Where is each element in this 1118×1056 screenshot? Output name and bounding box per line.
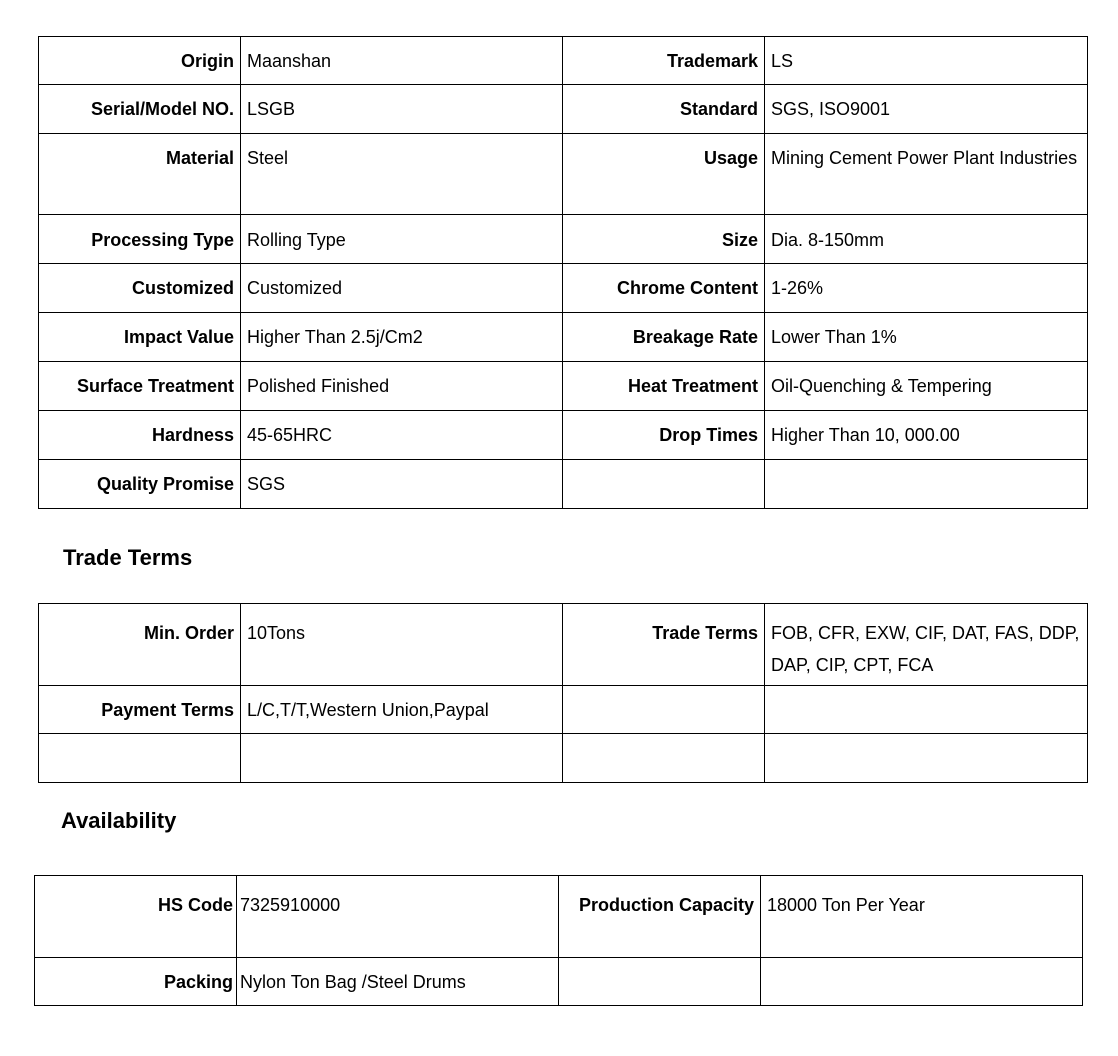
spec-value-chrome-content: 1-26% <box>765 264 1088 313</box>
spec-value-standard: SGS, ISO9001 <box>765 85 1088 134</box>
avail-value-production-capacity: 18000 Ton Per Year <box>761 876 1083 958</box>
table-row <box>39 734 1088 783</box>
table-row <box>39 85 1088 134</box>
spec-value-breakage-rate: Lower Than 1% <box>765 313 1088 362</box>
trade-label-trade-terms: Trade Terms <box>563 604 765 686</box>
spec-label-material: Material <box>39 134 241 215</box>
spec-value-serial-model: LSGB <box>241 85 563 134</box>
spec-value-hardness: 45-65HRC <box>241 411 563 460</box>
spec-value-heat-treatment: Oil-Quenching & Tempering <box>765 362 1088 411</box>
spec-label-standard: Standard <box>563 85 765 134</box>
avail-value-hs-code: 7325910000 <box>237 876 559 958</box>
trade-value-min-order: 10Tons <box>241 604 563 686</box>
spec-value-usage: Mining Cement Power Plant Industries <box>765 134 1088 215</box>
spec-label-processing-type: Processing Type <box>39 215 241 264</box>
spec-label-heat-treatment: Heat Treatment <box>563 362 765 411</box>
trade-terms-table <box>38 603 1088 783</box>
trade-label-empty <box>563 686 765 734</box>
table-row <box>39 215 1088 264</box>
table-row <box>39 411 1088 460</box>
spec-label-hardness: Hardness <box>39 411 241 460</box>
spec-label-serial-model: Serial/Model NO. <box>39 85 241 134</box>
spec-label-size: Size <box>563 215 765 264</box>
avail-label-packing: Packing <box>35 958 237 1006</box>
trade-label-blank-2 <box>563 734 765 783</box>
table-row <box>39 313 1088 362</box>
spec-label-drop-times: Drop Times <box>563 411 765 460</box>
specifications-table <box>38 36 1088 509</box>
spec-value-drop-times: Higher Than 10, 000.00 <box>765 411 1088 460</box>
spec-label-breakage-rate: Breakage Rate <box>563 313 765 362</box>
spec-label-customized: Customized <box>39 264 241 313</box>
spec-label-chrome-content: Chrome Content <box>563 264 765 313</box>
trade-label-payment-terms: Payment Terms <box>39 686 241 734</box>
spec-value-size: Dia. 8-150mm <box>765 215 1088 264</box>
spec-value-surface-treatment: Polished Finished <box>241 362 563 411</box>
trade-value-blank-2 <box>765 734 1088 783</box>
spec-label-origin: Origin <box>39 37 241 85</box>
avail-value-packing: Nylon Ton Bag /Steel Drums <box>237 958 559 1006</box>
avail-value-empty <box>761 958 1083 1006</box>
spec-value-impact-value: Higher Than 2.5j/Cm2 <box>241 313 563 362</box>
trade-value-trade-terms: FOB, CFR, EXW, CIF, DAT, FAS, DDP, DAP, CIP, CPT, FCA <box>765 604 1088 686</box>
spec-value-material: Steel <box>241 134 563 215</box>
trade-label-blank <box>39 734 241 783</box>
spec-value-trademark: LS <box>765 37 1088 85</box>
spec-label-surface-treatment: Surface Treatment <box>39 362 241 411</box>
table-row <box>39 264 1088 313</box>
spec-label-trademark: Trademark <box>563 37 765 85</box>
spec-value-origin: Maanshan <box>241 37 563 85</box>
trade-value-empty <box>765 686 1088 734</box>
spec-label-usage: Usage <box>563 134 765 215</box>
table-row <box>39 362 1088 411</box>
availability-heading: Availability <box>61 808 177 833</box>
spec-value-empty <box>765 460 1088 509</box>
spec-label-empty <box>563 460 765 509</box>
spec-label-impact-value: Impact Value <box>39 313 241 362</box>
table-row <box>39 37 1088 85</box>
table-row <box>39 604 1088 686</box>
spec-value-quality-promise: SGS <box>241 460 563 509</box>
trade-terms-heading: Trade Terms <box>63 545 193 570</box>
spec-value-processing-type: Rolling Type <box>241 215 563 264</box>
spec-label-quality-promise: Quality Promise <box>39 460 241 509</box>
spec-value-customized: Customized <box>241 264 563 313</box>
table-row <box>39 134 1088 215</box>
trade-label-min-order: Min. Order <box>39 604 241 686</box>
table-row <box>35 958 1083 1006</box>
avail-label-hs-code: HS Code <box>35 876 237 958</box>
table-row <box>39 460 1088 509</box>
table-row <box>39 686 1088 734</box>
avail-label-empty <box>559 958 761 1006</box>
availability-table <box>34 875 1083 1006</box>
trade-value-payment-terms: L/C,T/T,Western Union,Paypal <box>241 686 563 734</box>
trade-value-blank <box>241 734 563 783</box>
table-row <box>35 876 1083 958</box>
avail-label-production-capacity: Production Capacity <box>559 876 761 958</box>
